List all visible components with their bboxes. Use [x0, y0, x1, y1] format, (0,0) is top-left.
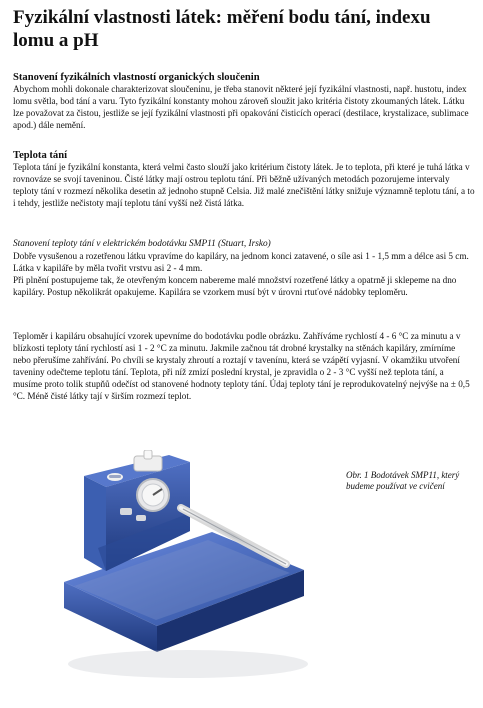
section-heading: Stanovení fyzikálních vlastností organických sloučenin	[13, 72, 260, 83]
figure-caption: Obr. 1 Bodotávek SMP11, který budeme používat ve cvičení	[346, 470, 460, 491]
section-text: Teploměr i kapiláru obsahující vzorek upevníme do bodotávku podle obrázku. Zahříváme rychlostí 4 - 6 °C za minutu a v blízkosti teploty tání rychlostí asi 1 - 2 °C za minutu. Jakmile začnou tát drobné krystalky na stěnách kapiláry, zmírníme nebo přerušíme zahřívání. Po chvíli se krystaly zhroutí a roztají v tavenínu, která se vzápětí vyjasní. V okamžiku utvoření taveniny odečteme teplotu tání. Teplota, při níž zmizí poslední krystal, je zpravidla o 2 - 3 °C vyšší než teplota tání, a musíme proto tolik stupňů odečíst od stanovené hodnoty teploty tání. Údaj teploty tání je reprodukovatelný nejvýše na ± 0,5 °C. Méně čisté látky tají v širším rozmezí teplot.	[13, 331, 470, 401]
page-title: Fyzikální vlastnosti látek: měření bodu tání, indexu lomu a pH	[13, 7, 431, 51]
logo-strip	[109, 475, 121, 478]
power-switch	[120, 508, 132, 515]
section-melting-point	[13, 150, 475, 210]
section-text-1: Dobře vysušenou a rozetřenou látku vpravíme do kapiláry, na jednom konci zatavené, o síle asi 1 - 1,5 mm a délce asi 5 cm. Látka v kapiláře by měla tvořit vrstvu asi 2 - 4 mm.	[13, 250, 469, 273]
section-text: Abychom mohli dokonale charakterizovat sloučeninu, je třeba stanovit některé její fyzikální vlastnosti, např. hustotu, index lomu světla, bod tání a varu. Tyto fyzikální konstanty mohou zároveň sloužit jako kritéria čistoty zkoumaných látek. Látku lze považovat za čistou, jestliže se její fyzikální vlastnosti při opakování čisticích operací (destilace, krystalizace, sublimace apod.) dále nemění.	[13, 84, 469, 130]
section-device-method	[13, 239, 475, 299]
secondary-switch	[136, 515, 146, 521]
section-heading: Teplota tání	[13, 150, 68, 161]
section-subheading: Stanovení teploty tání v elektrickém bodotávku SMP11 (Stuart, Irsko)	[13, 239, 271, 249]
section-text: Teplota tání je fyzikální konstanta, která velmi často slouží jako kritérium čistoty látek. Je to teplota, při které je tuhá látka v rovnováze se svojí taveninou. Čisté látky mají ostrou teplotu tání. Při běžně užívaných metodách pozorujeme intervaly teploty tání v rozmezí několika desetin až jednoho stupně Celsia. Již malé znečištění látky snižuje významně teplotu tání, a to i tehdy, jestliže nečistoty mají teplotu tání vyšší než čistá látka.	[13, 162, 475, 208]
section-text-2: Při plnění postupujeme tak, že otevřeným koncem nabereme malé množství rozetřené látky a opatrně ji sklepeme na dno kapiláry. Postup několikrát opakujeme. Kapilára se vzorkem musí být v úrovni rtuťové nádobky teploměru.	[13, 274, 457, 297]
section-organic-properties	[13, 72, 475, 132]
section-procedure	[13, 331, 475, 402]
melting-point-apparatus-image	[58, 450, 328, 690]
vial-top	[144, 450, 152, 459]
apparatus-shadow	[68, 650, 308, 678]
